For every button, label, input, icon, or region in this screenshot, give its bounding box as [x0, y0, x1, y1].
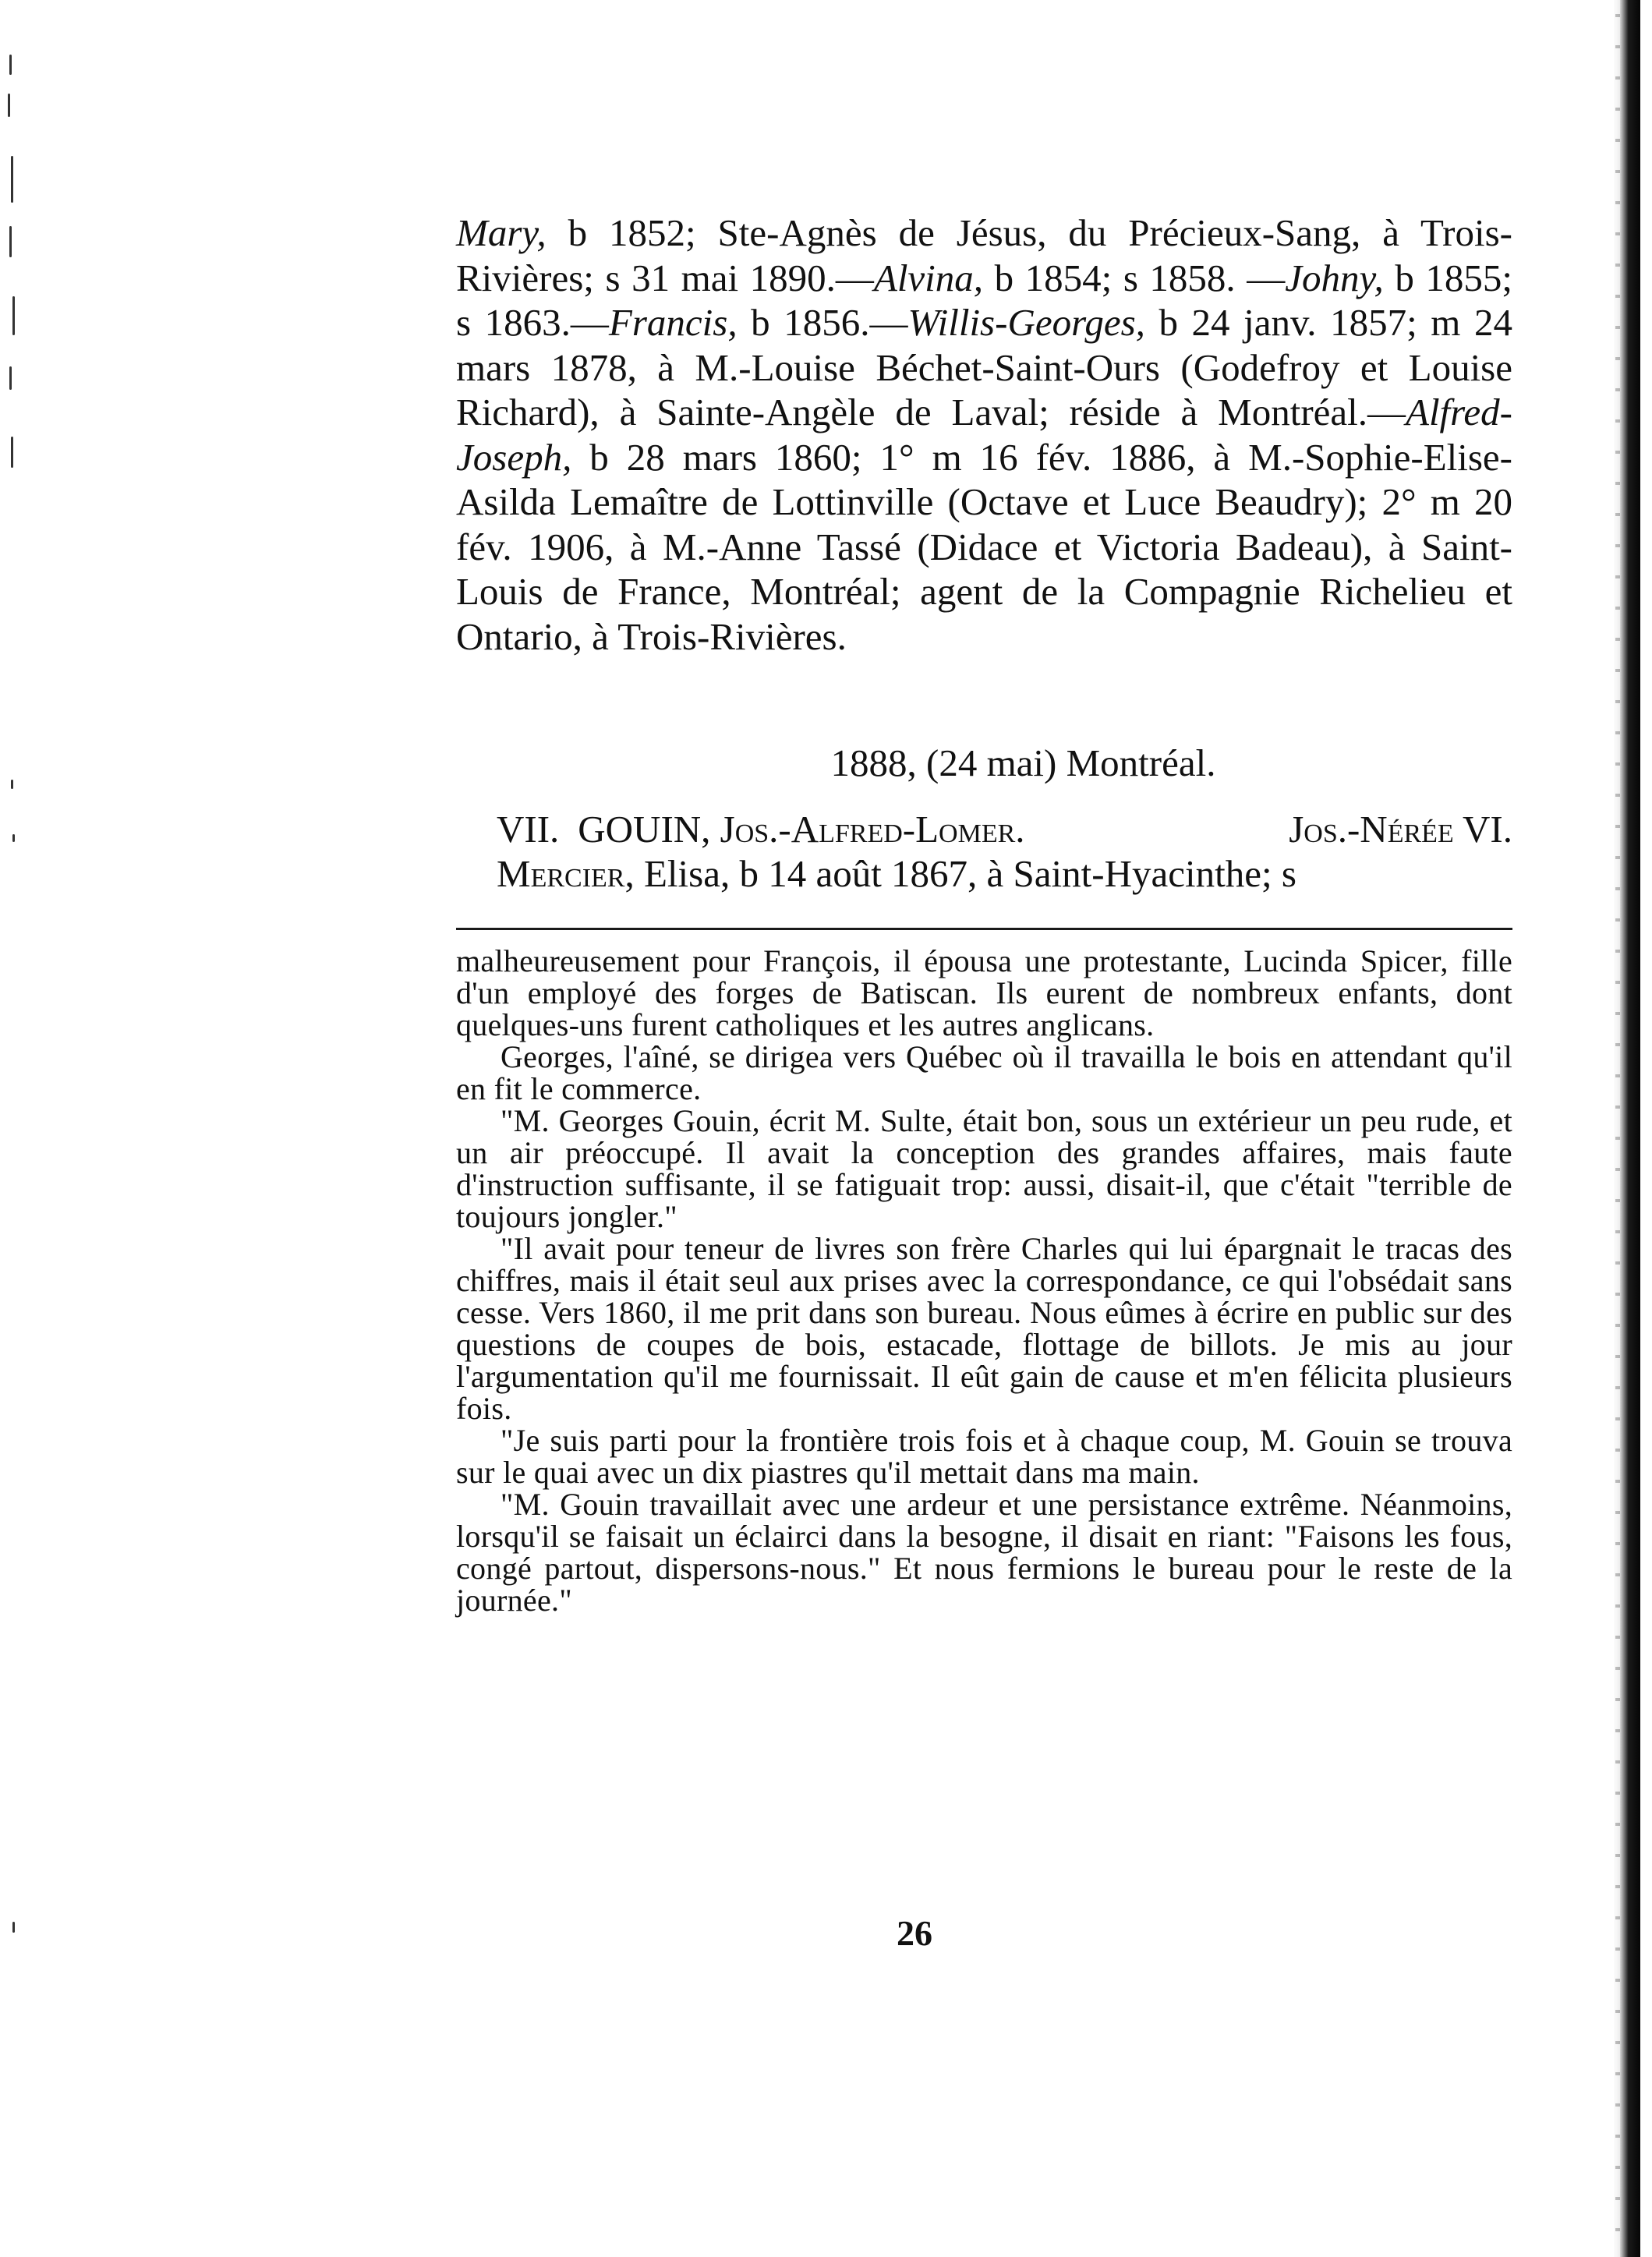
page-number: 26: [897, 1913, 932, 1953]
scan-speck: [8, 94, 10, 117]
footnote-paragraph: "Je suis parti pour la frontière trois fois et à chaque coup, M. Gouin se trouva sur le quai avec un dix piastres qu'il mettait dans ma main.: [456, 1423, 1512, 1490]
child-name-francis: Francis,: [608, 301, 738, 344]
scan-speck: [11, 437, 13, 468]
footnote-paragraph: "Il avait pour teneur de livres son frère Charles qui lui épargnait le tracas des chiffres, mais il était seul aux prises avec la correspondance, ce qui l'obsédait sans cesse. Vers 1860, il me prit dans son bureau. Nous eûmes à écrire en public sur des questions de coupes de bois, estacade, flottage de billots. Je mis au jour l'argumentation qu'il me fournissait. Il eût gain de cause et m'en félicita plusieurs fois.: [456, 1231, 1512, 1426]
scan-speck: [11, 780, 13, 789]
entry-name: GOUIN, Jos.-Alfred-Lomer.: [578, 808, 1025, 851]
entry-heading: [456, 807, 1512, 851]
spouse-details: Elisa, b 14 août 1867, à Saint-Hyacinthe; s: [634, 852, 1296, 895]
footnote-paragraph: "M. Georges Gouin, écrit M. Sulte, était bon, sous un extérieur un peu rude, et un air préoccupé. Il avait la conception des grandes affaires, mais faute d'instruction suffisante, il se fatiguait trop: aussi, disait-il, que c'était "terrible de toujours jongler.": [456, 1103, 1512, 1234]
entry-father: Jos.-Nérée VI.: [1289, 808, 1512, 851]
text-segment: b 24 janv. 1857; m 24 mars 1878, à M.-Louise Béchet-Saint-Ours (Godefroy et Louise Richard), à Sainte-Angèle de Laval; réside à Montréal.—: [456, 301, 1512, 433]
text-segment: b 1855; s 1863.—: [456, 256, 1512, 344]
text-segment: b 1852; Ste-Agnès de Jésus, du Précieux-Sang, à Trois-Rivières; s 31 mai 1890.—: [456, 211, 1512, 299]
scan-speck: [9, 55, 12, 75]
child-name-mary: Mary,: [456, 211, 547, 254]
scan-speck: [9, 226, 12, 257]
footnote-paragraph: Georges, l'aîné, se dirigea vers Québec où il travailla le bois en attendant qu'il en fit le commerce.: [456, 1039, 1512, 1106]
main-paragraph: [456, 210, 1512, 659]
spouse-surname: Mercier,: [497, 852, 635, 895]
binding-edge-shadow: [1614, 0, 1640, 2257]
child-name-willis-georges: Willis-Georges,: [907, 301, 1145, 344]
child-name-alfred-joseph: Alfred-Joseph,: [456, 391, 1512, 479]
text-segment: b 1856.—: [737, 301, 908, 344]
entry-generation: VII.: [497, 808, 560, 851]
footnote-paragraph: "M. Gouin travaillait avec une ardeur et une persistance extrême. Néanmoins, lorsqu'il se faisait un éclairci dans la besogne, il disait en riant: "Faisons les fous, congé partout, dispersons-nous." Et nous fermions le bureau pour le reste de la journée.": [456, 1487, 1512, 1618]
footnote-separator: [456, 928, 1512, 930]
text-segment: b 1854; s 1858. —: [983, 256, 1286, 299]
main-paragraph-text: [456, 210, 1512, 659]
scan-speck: [9, 366, 12, 390]
entry-spouse-line: [456, 851, 1512, 896]
entry-date-place: 1888, (24 mai) Montréal.: [830, 741, 1216, 784]
text-segment: b 28 mars 1860; 1° m 16 fév. 1886, à M.-Sophie-Elise-Asilda Lemaître de Lottinville (Octave et Luce Beaudry); 2° m 20 fév. 1906, à M.-Anne Tassé (Didace et Victoria Badeau), à Saint-Louis de France, Montréal; agent de la Compagnie Richelieu et Ontario, à Trois-Rivières.: [456, 435, 1512, 658]
child-name-alvina: Alvina,: [873, 256, 984, 299]
footnote: [456, 945, 1512, 1616]
footnote-paragraph: malheureusement pour François, il épousa une protestante, Lucinda Spicer, fille d'un employé des forges de Batiscan. Ils eurent de nombreux enfants, dont quelques-uns furent catholiques et les autres anglicans.: [456, 943, 1512, 1042]
scan-speck: [11, 156, 13, 203]
scan-speck: [12, 834, 15, 842]
child-name-johny: Johny,: [1285, 256, 1384, 299]
scan-speck: [12, 1922, 15, 1933]
scan-speck: [12, 296, 15, 335]
